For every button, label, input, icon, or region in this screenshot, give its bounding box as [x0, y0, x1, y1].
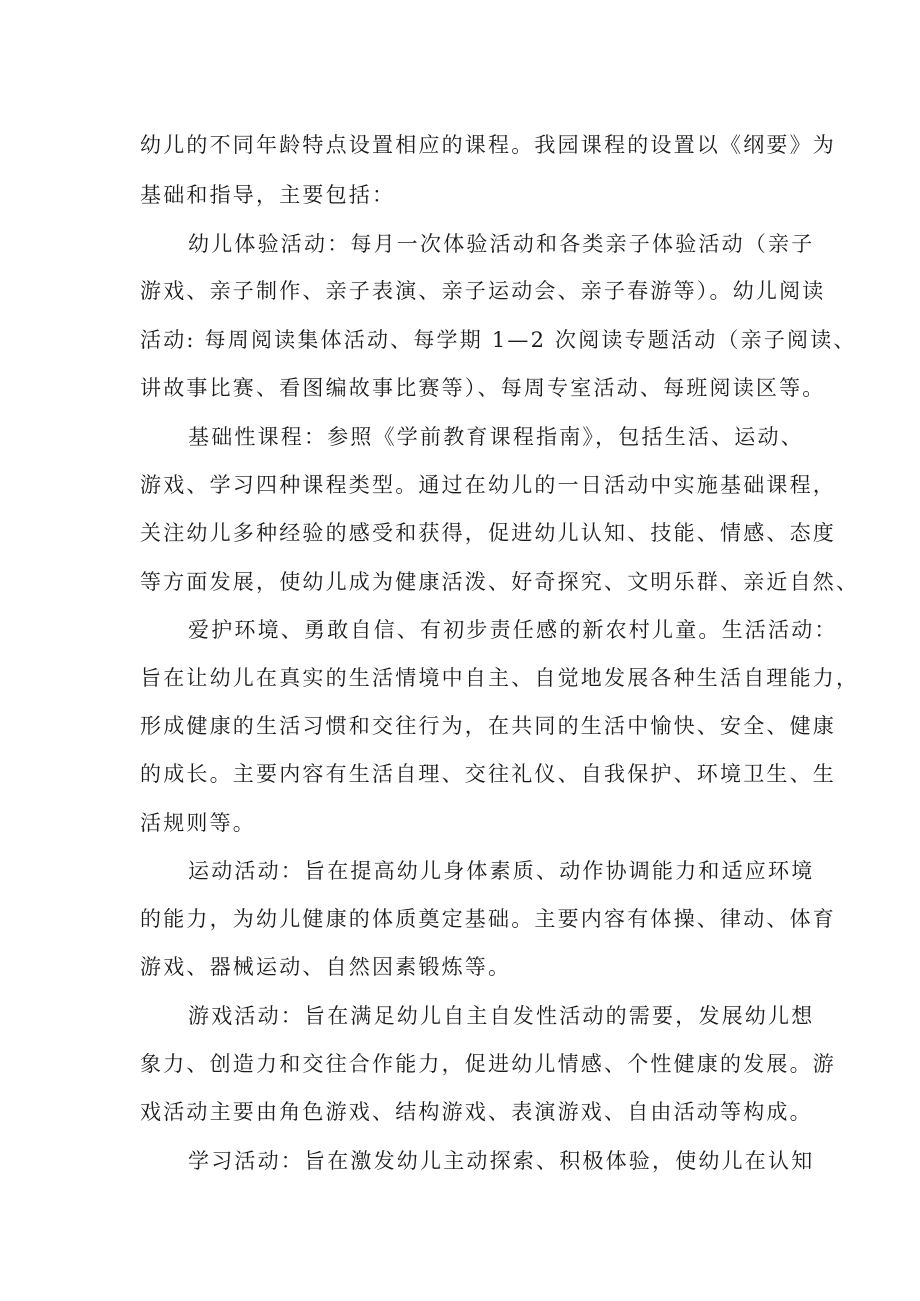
paragraph-first-line: 学习活动：旨在激发幼儿主动探索、积极体验，使幼儿在认知: [188, 1149, 815, 1173]
text-line: 活规则等。: [140, 811, 256, 835]
text-line: 基础和指导，主要包括：: [140, 183, 396, 207]
text-line: 讲故事比赛、看图编故事比赛等）、每周专室活动、每班阅读区等。: [140, 376, 826, 400]
text-line: 旨在让幼儿在真实的生活情境中自主、自觉地发展各种生活自理能力，: [140, 666, 860, 690]
text-line: 活动: 每周阅读集体活动、每学期 1—2 次阅读专题活动（亲子阅读、: [140, 328, 857, 352]
paragraph-first-line: 爱护环境、勇敢自信、有初步责任感的新农村儿童。生活活动：: [188, 618, 838, 642]
text-line: 关注幼儿多种经验的感受和获得，促进幼儿认知、技能、情感、态度: [140, 521, 836, 545]
paragraph-first-line: 基础性课程：参照《学前教育课程指南》，包括生活、运动、: [188, 425, 804, 449]
text-line: 象力、创造力和交往合作能力，促进幼儿情感、个性健康的发展。游: [140, 1052, 836, 1076]
paragraph-first-line: 幼儿体验活动：每月一次体验活动和各类亲子体验活动（亲子: [188, 232, 815, 256]
text-line: 幼儿的不同年龄特点设置相应的课程。我园课程的设置以《纲要》为: [140, 133, 836, 157]
text-line: 等方面发展，使幼儿成为健康活泼、好奇探究、文明乐群、亲近自然、: [140, 570, 860, 594]
paragraph-first-line: 游戏活动：旨在满足幼儿自主自发性活动的需要，发展幼儿想: [188, 1004, 815, 1028]
text-line: 戏活动主要由角色游戏、结构游戏、表演游戏、自由活动等构成。: [140, 1100, 813, 1124]
text-line: 游戏、学习四种课程类型。通过在幼儿的一日活动中实施基础课程，: [140, 473, 836, 497]
text-line: 游戏、器械运动、自然因素锻炼等。: [140, 955, 512, 979]
text-line: 形成健康的生活习惯和交往行为，在共同的生活中愉快、安全、健康: [140, 714, 836, 738]
text-line: 的能力，为幼儿健康的体质奠定基础。主要内容有体操、律动、体育: [140, 907, 836, 931]
paragraph-first-line: 运动活动：旨在提高幼儿身体素质、动作协调能力和适应环境: [188, 859, 815, 883]
text-line: 的成长。主要内容有生活自理、交往礼仪、自我保护、环境卫生、生: [140, 762, 836, 786]
text-line: 游戏、亲子制作、亲子表演、亲子运动会、亲子春游等）。幼儿阅读: [140, 279, 826, 303]
